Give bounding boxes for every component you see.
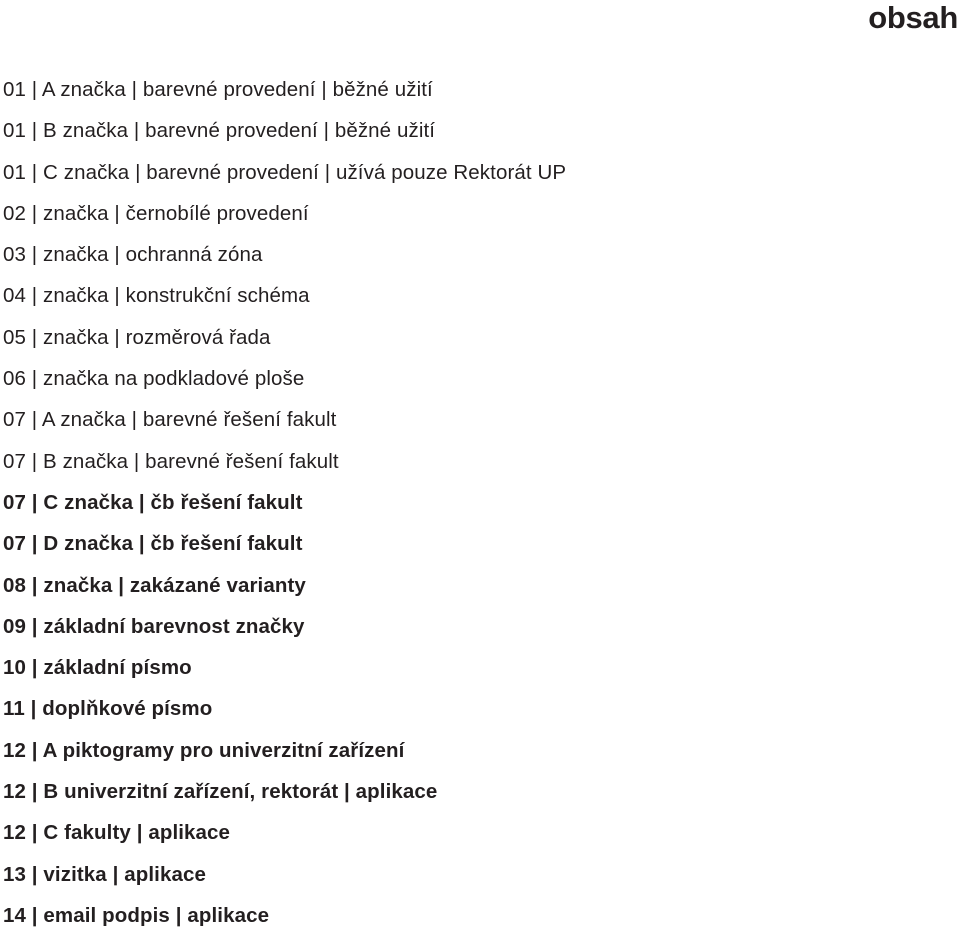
toc-entry[interactable]: 09 | základní barevnost značky xyxy=(3,614,305,638)
toc-entry[interactable]: 07 | B značka | barevné řešení fakult xyxy=(3,449,339,473)
toc-entry[interactable]: 11 | doplňkové písmo xyxy=(3,697,213,721)
toc-entry[interactable]: 01 | A značka | barevné provedení | běžné užití xyxy=(3,78,433,101)
toc-entry[interactable]: 12 | C fakulty | aplikace xyxy=(3,821,231,845)
toc-entry[interactable]: 06 | značka na podkladové ploše xyxy=(3,367,305,391)
toc-entry[interactable]: 07 | A značka | barevné řešení fakult xyxy=(3,408,337,432)
toc-entry[interactable]: 01 | B značka | barevné provedení | běžné užití xyxy=(3,119,436,143)
page-title: obsah xyxy=(868,0,958,35)
toc-entry[interactable]: 01 | C značka | barevné provedení | užívá pouze Rektorát UP xyxy=(3,160,567,184)
table-of-contents xyxy=(3,74,566,941)
toc-entry[interactable]: 03 | značka | ochranná zóna xyxy=(3,243,263,267)
toc-entry[interactable]: 07 | D značka | čb řešení fakult xyxy=(3,532,303,556)
toc-entry[interactable]: 05 | značka | rozměrová řada xyxy=(3,325,271,349)
toc-entry[interactable]: 14 | email podpis | aplikace xyxy=(3,903,270,927)
toc-entry[interactable]: 12 | B univerzitní zařízení, rektorát | aplikace xyxy=(3,780,438,804)
toc-entry[interactable]: 02 | značka | černobílé provedení xyxy=(3,201,309,225)
toc-entry[interactable]: 13 | vizitka | aplikace xyxy=(3,862,206,886)
toc-entry[interactable]: 04 | značka | konstrukční schéma xyxy=(3,284,310,308)
toc-entry[interactable]: 10 | základní písmo xyxy=(3,656,192,680)
toc-entry[interactable]: 12 | A piktogramy pro univerzitní zařízení xyxy=(3,738,405,762)
toc-entry[interactable]: 08 | značka | zakázané varianty xyxy=(3,573,306,597)
toc-entry[interactable]: 07 | C značka | čb řešení fakult xyxy=(3,490,303,514)
